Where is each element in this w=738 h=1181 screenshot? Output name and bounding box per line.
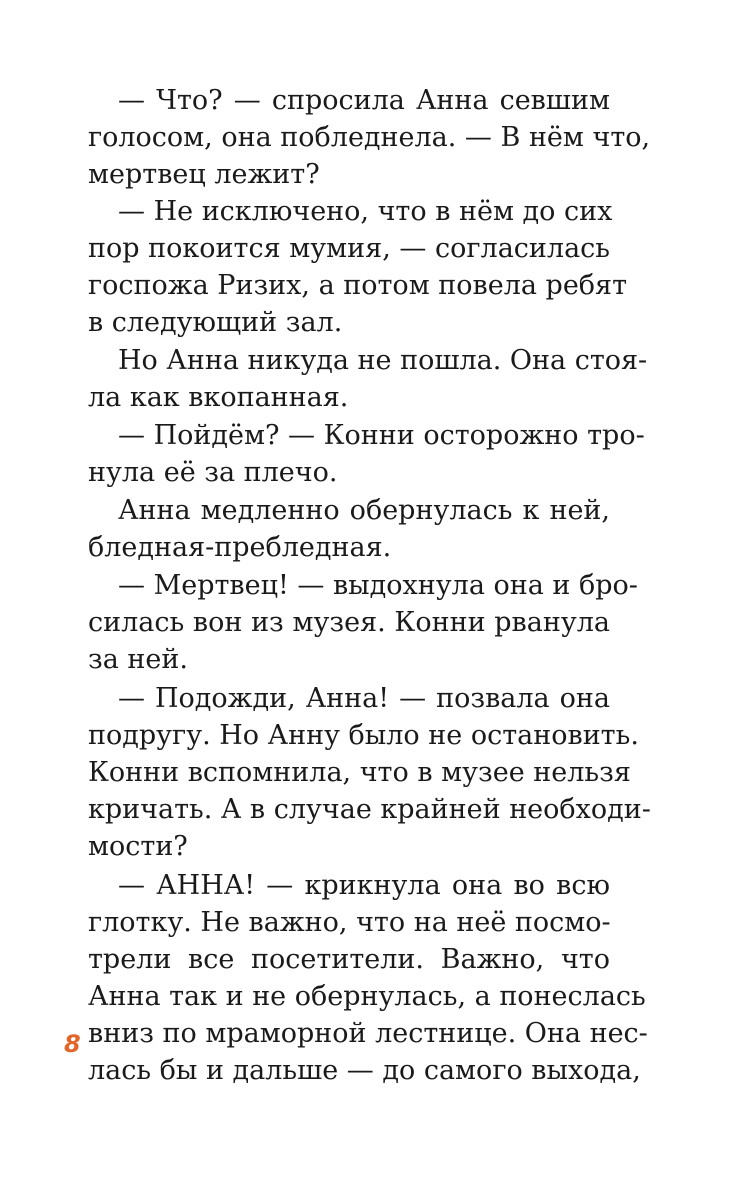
text-line: кричать. А в случае крайней необходи- <box>88 794 651 825</box>
page-number: 8 <box>64 1030 81 1058</box>
text-line: Но Анна никуда не пошла. Она стоя- <box>118 345 648 376</box>
text-line: за ней. <box>88 644 188 675</box>
text-line: Анна медленно обернулась к ней, <box>118 495 610 526</box>
text-line: пор покоится мумия, — согласилась <box>88 233 610 264</box>
text-line: в следующий зал. <box>88 307 343 338</box>
text-line: госпожа Ризих, а потом повела ребят <box>88 270 628 301</box>
text-line: голосом, она побледнела. — В нём что, <box>88 122 651 153</box>
text-line: силась вон из музея. Конни рванула <box>88 607 610 638</box>
text-line: вниз по мраморной лестнице. Она нес- <box>88 1018 648 1049</box>
text-line: Анна так и не обернулась, а понеслась <box>88 981 646 1012</box>
text-line: — Мертвец! — выдохнула она и бро- <box>118 570 638 601</box>
text-line: подругу. Но Анну было не остановить. <box>88 720 639 751</box>
text-line: нула её за плечо. <box>88 457 338 488</box>
text-line: — Не исключено, что в нём до сих <box>118 196 613 227</box>
text-line: — АННА! — крикнула она во всю <box>118 870 610 901</box>
text-line: глотку. Не важно, что на неё посмо- <box>88 907 611 938</box>
text-line: — Пойдём? — Конни осторожно тро- <box>118 420 645 451</box>
text-line: бледная-пребледная. <box>88 532 392 563</box>
text-line: мости? <box>88 831 188 862</box>
text-line: ла как вкопанная. <box>88 382 349 413</box>
text-line: мертвец лежит? <box>88 159 320 190</box>
text-line: трели все посетители. Важно, что <box>88 944 610 975</box>
text-line: лась бы и дальше — до самого выхода, <box>88 1055 641 1086</box>
text-line: — Что? — спросила Анна севшим <box>118 85 610 116</box>
text-line: — Подожди, Анна! — позвала она <box>118 683 610 714</box>
text-line: Конни вспомнила, что в музее нельзя <box>88 757 631 788</box>
